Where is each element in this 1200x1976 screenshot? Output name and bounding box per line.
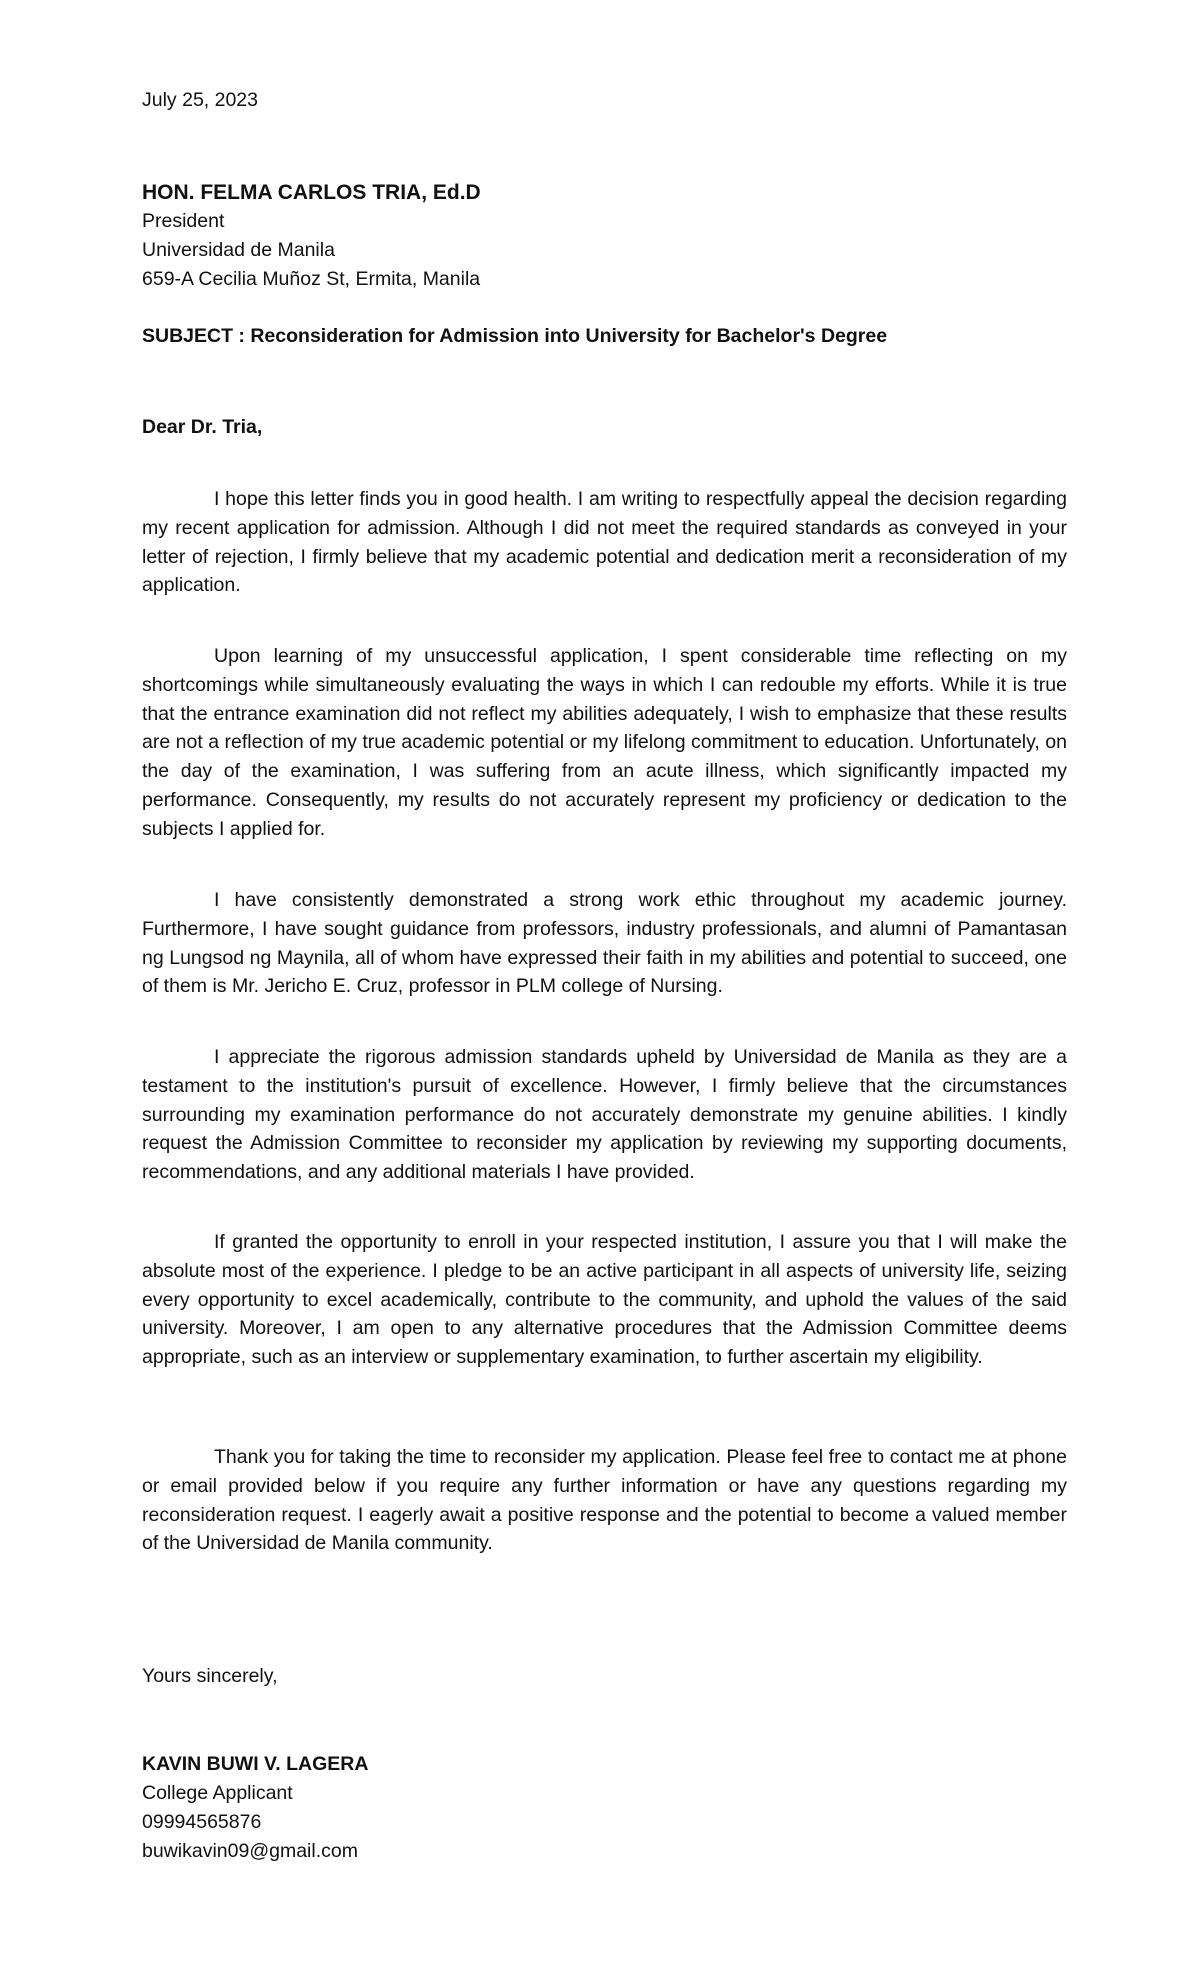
letter-subject: SUBJECT : Reconsideration for Admission into University for Bachelor's Degree bbox=[142, 325, 888, 347]
letter-closing: Yours sincerely, bbox=[142, 1665, 278, 1687]
recipient-institution: Universidad de Manila bbox=[142, 239, 335, 261]
body-paragraph-2: Upon learning of my unsuccessful application, I spent considerable time reflecting on my shortcomings while simultaneously evaluating the ways in which I can redouble my efforts. While it is true that the entrance examination did not reflect my abilities adequately, I wish to emphasize that these results are not a reflection of my true academic potential or my lifelong commitment to education. Unfortunately, on the day of the examination, I was suffering from an acute illness, which significantly impacted my performance. Consequently, my results do not accurately represent my proficiency or dedication to the subjects I applied for. bbox=[142, 645, 1067, 840]
sender-title: College Applicant bbox=[142, 1782, 293, 1804]
sender-email: buwikavin09@gmail.com bbox=[142, 1840, 358, 1862]
sender-phone: 09994565876 bbox=[142, 1811, 262, 1833]
body-paragraph-5: If granted the opportunity to enroll in your respected institution, I assure you that I will make the absolute most of the experience. I pledge to be an active participant in all aspects of university life, seizing every opportunity to excel academically, contribute to the community, and uphold the values of the said university. Moreover, I am open to any alternative procedures that the Admission Committee deems appropriate, such as an interview or supplementary examination, to further ascertain my eligibility. bbox=[142, 1231, 1067, 1369]
recipient-address: 659-A Cecilia Muñoz St, Ermita, Manila bbox=[142, 268, 481, 290]
recipient-block bbox=[142, 178, 1067, 294]
letter-salutation: Dear Dr. Tria, bbox=[142, 416, 263, 438]
letter-date: July 25, 2023 bbox=[142, 89, 259, 111]
sender-name: KAVIN BUWI V. LAGERA bbox=[142, 1753, 369, 1775]
recipient-title: President bbox=[142, 210, 225, 232]
body-paragraph-3: I have consistently demonstrated a strong work ethic throughout my academic journey. Furthermore, I have sought guidance from professors, industry professionals, and alumni of Pamantasan ng Lungsod ng Maynila, all of whom have expressed their faith in my abilities and potential to succeed, one of them is Mr. Jericho E. Cruz, professor in PLM college of Nursing. bbox=[142, 889, 1067, 998]
recipient-name: HON. FELMA CARLOS TRIA, Ed.D bbox=[142, 181, 481, 204]
body-paragraph-1: I hope this letter finds you in good health. I am writing to respectfully appeal the decision regarding my recent application for admission. Although I did not meet the required standards as conveyed in your letter of rejection, I firmly believe that my academic potential and dedication merit a reconsideration of my application. bbox=[142, 488, 1067, 597]
body-paragraph-4: I appreciate the rigorous admission standards upheld by Universidad de Manila as they are a testament to the institution's pursuit of excellence. However, I firmly believe that the circumstances surrounding my examination performance do not accurately demonstrate my genuine abilities. I kindly request the Admission Committee to reconsider my application by reviewing my supporting documents, recommendations, and any additional materials I have provided. bbox=[142, 1046, 1067, 1184]
signature-block bbox=[142, 1750, 1067, 1866]
body-paragraph-6: Thank you for taking the time to reconsider my application. Please feel free to contact me at phone or email provided below if you require any further information or have any questions regarding my reconsideration request. I eagerly await a positive response and the potential to become a valued member of the Universidad de Manila community. bbox=[142, 1446, 1067, 1555]
